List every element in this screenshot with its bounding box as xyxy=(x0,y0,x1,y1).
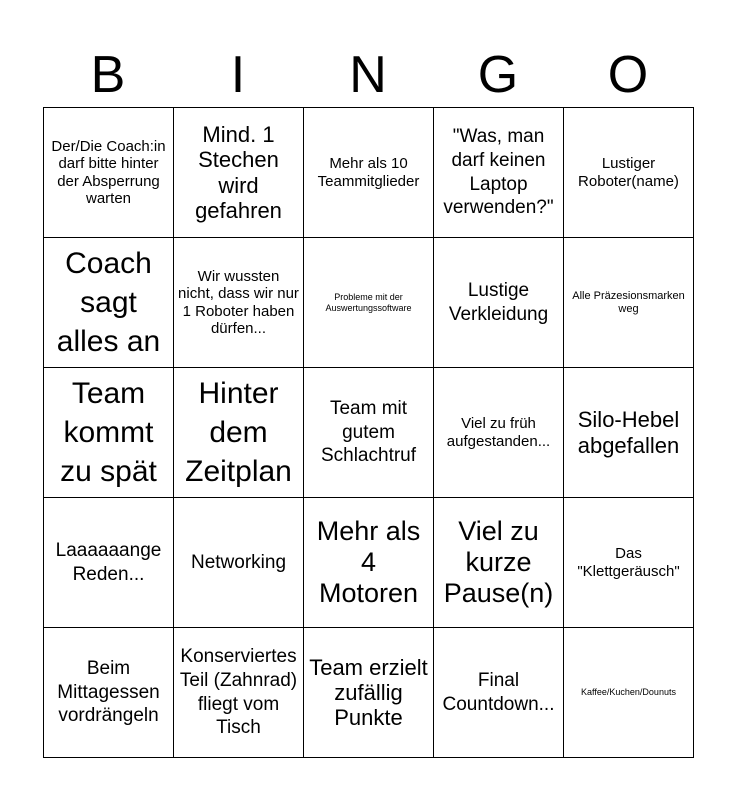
bingo-cell[interactable]: Mehr als 10 Teammitglieder xyxy=(304,108,434,238)
bingo-board xyxy=(43,107,694,758)
bingo-cell[interactable]: Das "Klettgeräusch" xyxy=(564,498,694,628)
bingo-cell[interactable]: Der/Die Coach:in darf bitte hinter der Absperrung warten xyxy=(44,108,174,238)
header-letter-n: N xyxy=(349,46,387,104)
bingo-cell[interactable]: Lustige Verkleidung xyxy=(434,238,564,368)
bingo-cell[interactable]: Laaaaaange Reden... xyxy=(44,498,174,628)
header-letter-g: G xyxy=(477,46,519,104)
bingo-cell[interactable]: Mind. 1 Stechen wird gefahren xyxy=(174,108,304,238)
bingo-cell[interactable]: Beim Mittagessen vordrängeln xyxy=(44,628,174,758)
bingo-cell[interactable]: Final Countdown... xyxy=(434,628,564,758)
bingo-cell[interactable]: Konserviertes Teil (Zahnrad) fliegt vom Tisch xyxy=(174,628,304,758)
bingo-cell[interactable]: Networking xyxy=(174,498,304,628)
bingo-cell[interactable]: Coach sagt alles an xyxy=(44,238,174,368)
bingo-cell[interactable]: Mehr als 4 Motoren xyxy=(304,498,434,628)
bingo-cell[interactable]: Team mit gutem Schlachtruf xyxy=(304,368,434,498)
board-row xyxy=(44,498,694,628)
bingo-cell[interactable]: Silo-Hebel abgefallen xyxy=(564,368,694,498)
board-row xyxy=(44,238,694,368)
bingo-header xyxy=(43,42,693,108)
board-row xyxy=(44,368,694,498)
header-letter-i: I xyxy=(230,46,246,104)
bingo-cell[interactable]: "Was, man darf keinen Laptop verwenden?" xyxy=(434,108,564,238)
bingo-cell[interactable]: Viel zu kurze Pause(n) xyxy=(434,498,564,628)
header-letter-b: B xyxy=(90,46,126,104)
bingo-cell[interactable]: Team kommt zu spät xyxy=(44,368,174,498)
board-row xyxy=(44,628,694,758)
bingo-cell[interactable]: Team erzielt zufällig Punkte xyxy=(304,628,434,758)
header-letter-o: O xyxy=(607,46,649,104)
bingo-cell[interactable]: Probleme mit der Auswertungssoftware xyxy=(304,238,434,368)
bingo-cell[interactable]: Wir wussten nicht, dass wir nur 1 Roboter haben dürfen... xyxy=(174,238,304,368)
bingo-cell[interactable]: Alle Präzesionsmarken weg xyxy=(564,238,694,368)
bingo-cell[interactable]: Lustiger Roboter(name) xyxy=(564,108,694,238)
bingo-cell[interactable]: Viel zu früh aufgestanden... xyxy=(434,368,564,498)
bingo-cell[interactable]: Kaffee/Kuchen/Dounuts xyxy=(564,628,694,758)
board-row xyxy=(44,108,694,238)
bingo-cell[interactable]: Hinter dem Zeitplan xyxy=(174,368,304,498)
